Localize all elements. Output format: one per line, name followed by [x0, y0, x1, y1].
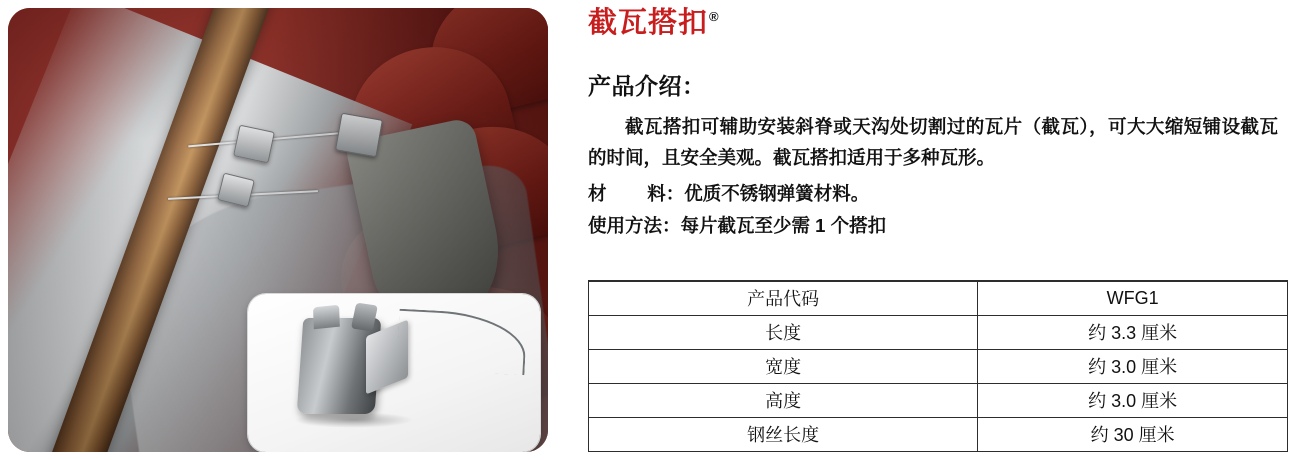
table-row: [589, 418, 1288, 452]
table-cell-key: 产品代码: [589, 281, 978, 316]
spec-usage: [588, 212, 886, 238]
product-info: [588, 0, 1288, 460]
main-photo: [8, 8, 548, 452]
product-title-row: [588, 8, 719, 40]
specification-table: [588, 280, 1288, 452]
table-cell-value: 约 3.0 厘米: [978, 384, 1288, 418]
table-cell-key: 长度: [589, 316, 978, 350]
page-title: 截瓦搭扣: [588, 7, 709, 39]
product-description: 截瓦搭扣可辅助安装斜脊或天沟处切割过的瓦片（截瓦），可大大缩短铺设截瓦的时间，且安全美观。截瓦搭扣适用于多种瓦形。: [588, 116, 1278, 168]
table-row: [589, 316, 1288, 350]
table-cell-value: WFG1: [978, 281, 1288, 316]
spec-usage-label: 使用方法：: [588, 215, 681, 236]
spec-material-value: 优质不锈钢弹簧材料。: [684, 183, 870, 204]
clip-steel-wire: [397, 309, 528, 376]
inset-product-photo: [248, 294, 540, 452]
spec-material-label: 材 料：: [588, 183, 685, 204]
spec-material: [588, 180, 869, 206]
table-cell-key: 钢丝长度: [589, 418, 978, 452]
table-row: [589, 281, 1288, 316]
table-cell-value: 约 30 厘米: [978, 418, 1288, 452]
table-cell-value: 约 3.3 厘米: [978, 316, 1288, 350]
table-row: [589, 384, 1288, 418]
registered-trademark-icon: ®: [709, 9, 719, 24]
table-row: [589, 350, 1288, 384]
section-heading: 产品介绍：: [588, 73, 706, 99]
table-cell-value: 约 3.0 厘米: [978, 350, 1288, 384]
spec-usage-value: 每片截瓦至少需 1 个搭扣: [680, 215, 887, 236]
clip-shadow: [294, 412, 414, 428]
table-cell-key: 高度: [589, 384, 978, 418]
table-cell-key: 宽度: [589, 350, 978, 384]
